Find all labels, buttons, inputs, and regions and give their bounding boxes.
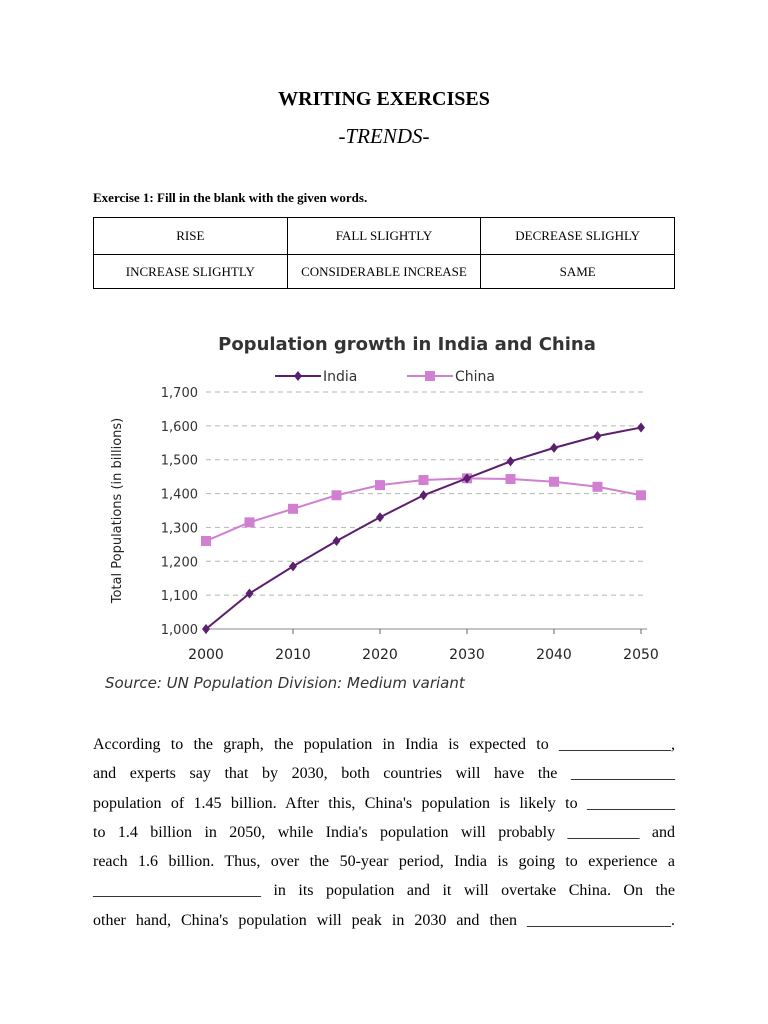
data-point-india <box>550 443 558 453</box>
page-subtitle: -TRENDS- <box>338 124 430 148</box>
data-point-china <box>593 482 603 492</box>
word-bank-cell: FALL SLIGHTLY <box>287 218 481 255</box>
fill-in-paragraph <box>93 730 675 935</box>
x-tick-label: 2010 <box>275 647 311 663</box>
x-tick-label: 2030 <box>449 647 485 663</box>
y-tick-label: 1,500 <box>160 453 198 469</box>
y-tick-label: 1,300 <box>160 521 198 537</box>
word-bank-row <box>94 255 675 289</box>
data-point-china <box>245 517 255 527</box>
y-tick-label: 1,200 <box>160 555 198 571</box>
word-bank-cell: DECREASE SLIGHLY <box>481 218 675 255</box>
chart-source: Source: UN Population Division: Medium variant <box>105 674 465 692</box>
paragraph-line: other hand, China's population will peak in 2030 and then __________________. <box>93 911 675 929</box>
data-point-china <box>419 475 429 485</box>
chart-svg <box>93 322 681 702</box>
data-point-china <box>375 480 385 490</box>
legend-label-china: China <box>455 369 495 385</box>
chart-title: Population growth in India and China <box>218 334 596 355</box>
paragraph-line: to 1.4 billion in 2050, while India's population will probably _________ and <box>93 823 675 841</box>
word-bank-cell: INCREASE SLIGHTLY <box>94 255 288 289</box>
paragraph-line: reach 1.6 billion. Thus, over the 50-year period, India is going to experience a <box>93 853 675 871</box>
data-point-india <box>420 490 428 500</box>
page-title: WRITING EXERCISES <box>278 88 490 110</box>
data-point-china <box>201 536 211 546</box>
series-line-india <box>206 428 641 629</box>
word-bank-cell: CONSIDERABLE INCREASE <box>287 255 481 289</box>
data-point-china <box>636 490 646 500</box>
series-line-china <box>206 478 641 541</box>
word-bank-cell: SAME <box>481 255 675 289</box>
legend-marker-china <box>425 371 435 381</box>
x-tick-label: 2000 <box>188 647 224 663</box>
data-point-india <box>594 431 602 441</box>
data-point-india <box>333 536 341 546</box>
word-bank-table <box>93 217 675 289</box>
population-chart <box>93 322 681 702</box>
data-point-india <box>637 423 645 433</box>
y-axis-label: Total Populations (in billions) <box>110 417 125 604</box>
paragraph-line: population of 1.45 billion. After this, China's population is likely to ___________ <box>93 794 675 812</box>
y-tick-label: 1,600 <box>160 419 198 435</box>
y-tick-label: 1,700 <box>160 386 198 401</box>
exercise-instruction: Exercise 1: Fill in the blank with the given words. <box>93 190 368 205</box>
x-tick-label: 2020 <box>362 647 398 663</box>
data-point-china <box>549 477 559 487</box>
chart-gridlines <box>206 392 647 629</box>
legend-label-india: India <box>323 369 358 385</box>
paragraph-line: According to the graph, the population in India is expected to ______________, <box>93 736 675 753</box>
data-point-china <box>506 474 516 484</box>
data-point-china <box>288 504 298 514</box>
x-tick-label: 2050 <box>623 647 659 663</box>
paragraph-line: _____________________ in its population and it will overtake China. On the <box>93 882 675 900</box>
data-point-india <box>376 512 384 522</box>
word-bank-cell: RISE <box>94 218 288 255</box>
legend-marker-india <box>294 371 302 381</box>
data-point-india <box>289 561 297 571</box>
word-bank-row <box>94 218 675 255</box>
x-tick-label: 2040 <box>536 647 572 663</box>
y-tick-label: 1,100 <box>160 589 198 605</box>
y-axis-ticks <box>161 386 198 638</box>
y-tick-label: 1,000 <box>160 623 198 638</box>
chart-legend <box>275 369 495 385</box>
paragraph-line: and experts say that by 2030, both countries will have the _____________ <box>93 765 675 783</box>
y-tick-label: 1,400 <box>160 487 198 503</box>
x-axis-ticks <box>188 629 659 663</box>
chart-series <box>201 423 646 634</box>
data-point-china <box>332 490 342 500</box>
data-point-india <box>507 456 515 466</box>
